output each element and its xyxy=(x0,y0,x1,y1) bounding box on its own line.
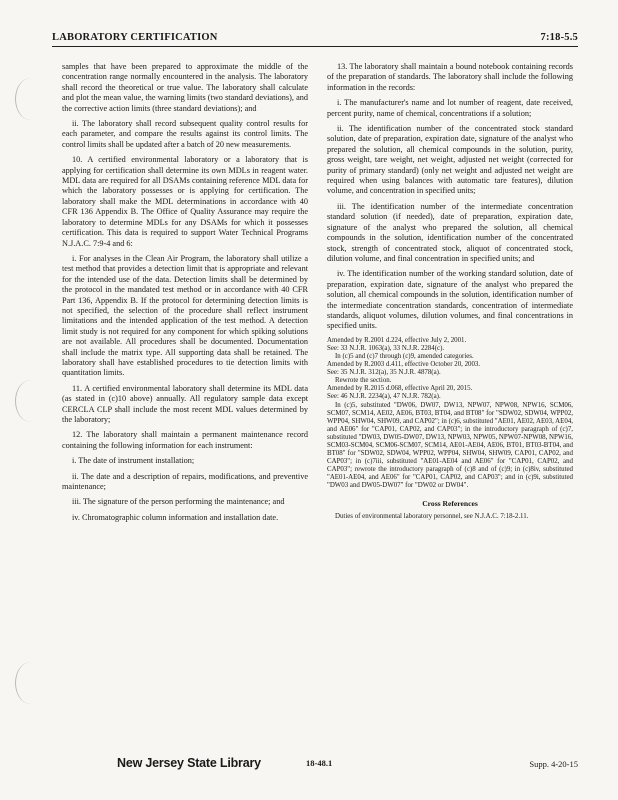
paragraph: iii. The signature of the person performing the maintenance; and xyxy=(72,497,285,507)
paragraph: 11. A certified environmental laboratory shall determine its MDL data (as stated in (c)10 above) annually. All regulatory sample data except CERCLA CLP shall include the most recent MDL values determined by the laboratory; xyxy=(62,383,308,424)
running-header xyxy=(52,32,578,47)
history-line: See: 46 N.J.R. 2234(a), 47 N.J.R. 782(a). xyxy=(327,393,441,401)
page-footer xyxy=(0,756,618,776)
history-line: Amended by R.2001 d.224, effective July 2, 2001. xyxy=(327,336,467,344)
paragraph: 12. The laboratory shall maintain a permanent maintenance record containing the following information for each instrument: xyxy=(62,430,308,450)
supplement-date: Supp. 4-20-15 xyxy=(529,759,578,769)
history-line: In (c)5, substituted "DW06, DW07, DW13, NPW07, NPW08, NPW16, SCM06, SCM07, SCM14, AE02, AE06, BT03, BT04, and BT08" for "SDW02, SDW04, WPP02, WPP04, SHW04, SHW09, and CAP02"; in (c)6, substituted "AE01, AE02, AE03, AE04, and AE06" for "CAP01, CAP02, and CAP03"; in the introductory paragraph of (c)7, substituted "DW03, DW05-DW07, DW13, NPW03, NPW05, NPW07-NPW08, NPW16, SCM03-SCM04, SCM06-SCM07, SCM14, AE01-AE04, AE06, BT01, BT03-BT04, and BT08" for "SDW02, SDW04, WPP02, WPP04, SHW04, SHW09, CAP01, CAP02, and CAP03"; in (c)7iii, substituted "AE01-AE04 and AE06" for "CAP01, CAP02, and CAP03"; rewrote the introductory paragraph of (c)8 and of (c)9; in (c)8iv, substituted "AE01-AE04, and AE06" for "CAP01, CAP02, and CAP03"; and in (c)9i, substituted "DW03 and DW05-DW07" for "DW02 or DW04". xyxy=(327,401,573,490)
paragraph: iv. The identification number of the working standard solution, date of preparation, expiration date, signature of the analyst who prepared the solution, all chemical compounds in the solution, identification number of the intermediate concentration standards, concentration of intermediate standards, aliquot volumes, dilution volumes, and final concentrations in specified units. xyxy=(327,269,573,331)
paragraph: iv. Chromatographic column information and installation date. xyxy=(72,512,279,522)
paragraph: iii. The identification number of the intermediate concentration standard solution (if needed), date of preparation, expiration date, signature of the analyst who prepared the solution, all chemical compounds in the solution, identification number of the concentrated stock, strength of concentrated stock, aliquot of concentrated stock, dilution volume, and final concentration in specified units; and xyxy=(327,201,573,263)
cross-references-heading: Cross References xyxy=(422,498,478,508)
paragraph: i. The date of instrument installation; xyxy=(72,456,195,466)
history-line: Rewrote the section. xyxy=(335,377,392,385)
history-line: See: 33 N.J.R. 1063(a), 33 N.J.R. 2284(c). xyxy=(327,344,445,352)
amendment-history xyxy=(327,337,573,491)
paragraph: ii. The date and a description of repairs, modifications, and preventive maintenance; xyxy=(62,471,308,492)
paragraph: 10. A certified environmental laboratory or a laboratory that is applying for certification shall determine its own MDLs in reagent water. MDL data are required for all DSAMs containing reference MDL data for which the laboratory possesses or is applying for certification. The laboratory shall make the MDL determinations in accordance with 40 CFR 136 Appendix B. The Office of Quality Assurance may require the laboratory to determine MDLs for any DSAMs for which it possesses certification. This data is required to support Water Technical Programs N.J.A.C. 7:9-4 and 6: xyxy=(62,155,308,248)
page-number: 18-48.1 xyxy=(306,758,333,768)
left-column xyxy=(62,62,308,528)
punch-hole-mark xyxy=(15,78,46,120)
history-line: See: 35 N.J.R. 312(a), 35 N.J.R. 4878(a). xyxy=(327,369,441,377)
paragraph: i. For analyses in the Clean Air Program, the laboratory shall utilize a test method that provides a detection limit that is appropriate and relevant for the intended use of the data. Detection limits shall be determined by the protocol in the mandated test method or in accordance with 40 CFR Part 136, Appendix B. If the protocol for determining detection limits is not specified, the selection of the procedure shall reflect instrument limitations and the intended application of the test method. A detection limit study is not required for any component for which spiking solutions are not available. All procedures shall be documented. Documentation shall include the matrix type. All supporting data shall be retained. The laboratory shall have established procedures to tie detection limits with quantitation limits. xyxy=(62,253,308,378)
header-section-number: 7:18-5.5 xyxy=(540,32,578,43)
paragraph: ii. The identification number of the concentrated stock standard solution, date of preparation, expiration date, signature of the analyst who prepared the solution, all chemical compounds in the solution, purity, gross weight, tare weight, net weight, adjusted net weight (corrected for purity of primary standard) (only net weight and adjusted net weight are required when using balances with automatic tare features), dilution volume, and concentration in specified units; xyxy=(327,124,573,196)
library-stamp: New Jersey State Library xyxy=(117,756,261,770)
history-line: Amended by R.2015 d.068, effective April 20, 2015. xyxy=(327,385,473,393)
paragraph: i. The manufacturer's name and lot number of reagent, date received, percent purity, name of chemical, concentrations if a solution; xyxy=(327,98,573,118)
paragraph: 13. The laboratory shall maintain a bound notebook containing records of the preparation of standards. The laboratory shall include the following information in the records: xyxy=(327,62,573,92)
paragraph: samples that have been prepared to approximate the middle of the concentration range normally encountered in the analysis. The laboratory shall record the theoretical or true value. The laboratory shall calculate and plot the mean value, the warning limits (two standard deviations), and the corrective action limits (three standard deviations); and xyxy=(62,62,308,113)
history-line: Amended by R.2003 d.411, effective October 20, 2003. xyxy=(327,361,481,369)
punch-hole-mark xyxy=(15,380,46,422)
history-line: In (c)5 and (c)7 through (c)9, amended categories. xyxy=(335,352,474,360)
paragraph: ii. The laboratory shall record subsequent quality control results for each parameter, and compare the results against its control limits. The control limits shall be updated after a batch of 20 new measurements. xyxy=(62,119,308,149)
punch-hole-mark xyxy=(15,662,46,704)
right-column xyxy=(327,62,573,521)
header-title: LABORATORY CERTIFICATION xyxy=(52,32,218,43)
cross-reference-entry: Duties of environmental laboratory personnel, see N.J.A.C. 7:18-2.11. xyxy=(335,512,529,520)
